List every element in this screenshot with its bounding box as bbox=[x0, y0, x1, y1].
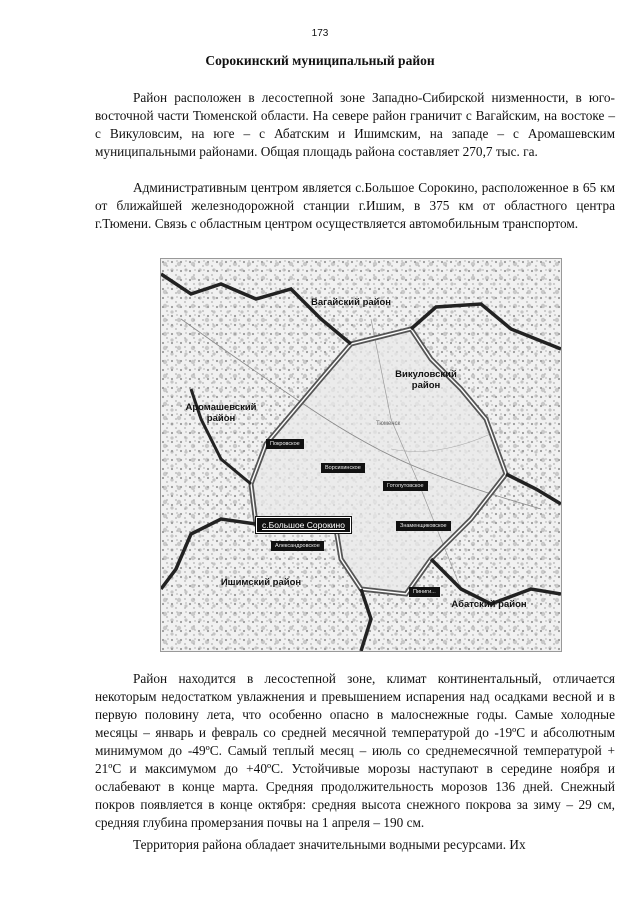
region-label-abatsk: Абатский район bbox=[451, 599, 527, 610]
village-znamenshchikovo: Знаменщиковское bbox=[396, 521, 451, 531]
village-pinigino: Пиниги... bbox=[409, 587, 440, 597]
village-bolshoe-sorokino: с.Большое Сорокино bbox=[256, 517, 351, 533]
region-label-vikulovo: Викуловский район bbox=[395, 369, 457, 391]
page-title: Сорокинский муниципальный район bbox=[205, 53, 435, 68]
district-map bbox=[160, 258, 562, 652]
map-graphic bbox=[161, 259, 561, 651]
village-gotopputovo: Готопутовское bbox=[383, 481, 428, 491]
region-label-ishim: Ишимский район bbox=[220, 577, 302, 588]
village-vorsikhinskoe: Ворсихинское bbox=[321, 463, 365, 473]
page-number: 173 bbox=[311, 28, 329, 39]
paragraph-center: Административным центром является с.Большое Сорокино, расположенное в 65 км от ближайшей железнодорожной станции г.Ишим, в 375 км от областного центра г.Тюмени. Связь с областным центром осуществляется автомобильным транспортом. bbox=[95, 180, 615, 231]
paragraph-climate: Район находится в лесостепной зоне, климат континентальный, отличается некоторым недостатком увлажнения и превышением испарения над осадками весной и в первую половину лета, что особенно опасно в малоснежные годы. Самые холодные месяцы – январь и февраль со средней месячной температурой до -19ºС и абсолютным минимумом до -49ºС. Самый теплый месяц – июль со среднемесячной температурой + 21ºС и максимумом до +40ºС. Устойчивые морозы наступают в середине ноября и ослабевают в конце марта. Средняя продолжительность морозов 136 дней. Снежный покров появляется в конце октября: средняя высота снежного покрова за зиму – 29 см, средняя глубина промерзания почвы на 1 апреля – 190 см. bbox=[95, 671, 615, 830]
village-aleksandrovskoe: Александровское bbox=[271, 541, 324, 551]
region-label-aromashevo: Аромашевский район bbox=[185, 402, 257, 424]
faint-label-tyumen: Тюменск bbox=[376, 421, 401, 427]
paragraph-location: Район расположен в лесостепной зоне Западно-Сибирской низменности, в юго-восточной части Тюменской области. На севере район граничит с Вагайским, на востоке – с Викуловсим, на юге – с Абатским и Ишимским, на западе – с Аромашевским муниципальными районами. Общая площадь района составляет 270,7 тыс. га. bbox=[95, 90, 615, 159]
paragraph-water: Территория района обладает значительными водными ресурсами. Их bbox=[133, 837, 526, 852]
region-label-vagai: Вагайский район bbox=[311, 297, 392, 308]
village-pokrovskoe: Покровское bbox=[266, 439, 304, 449]
